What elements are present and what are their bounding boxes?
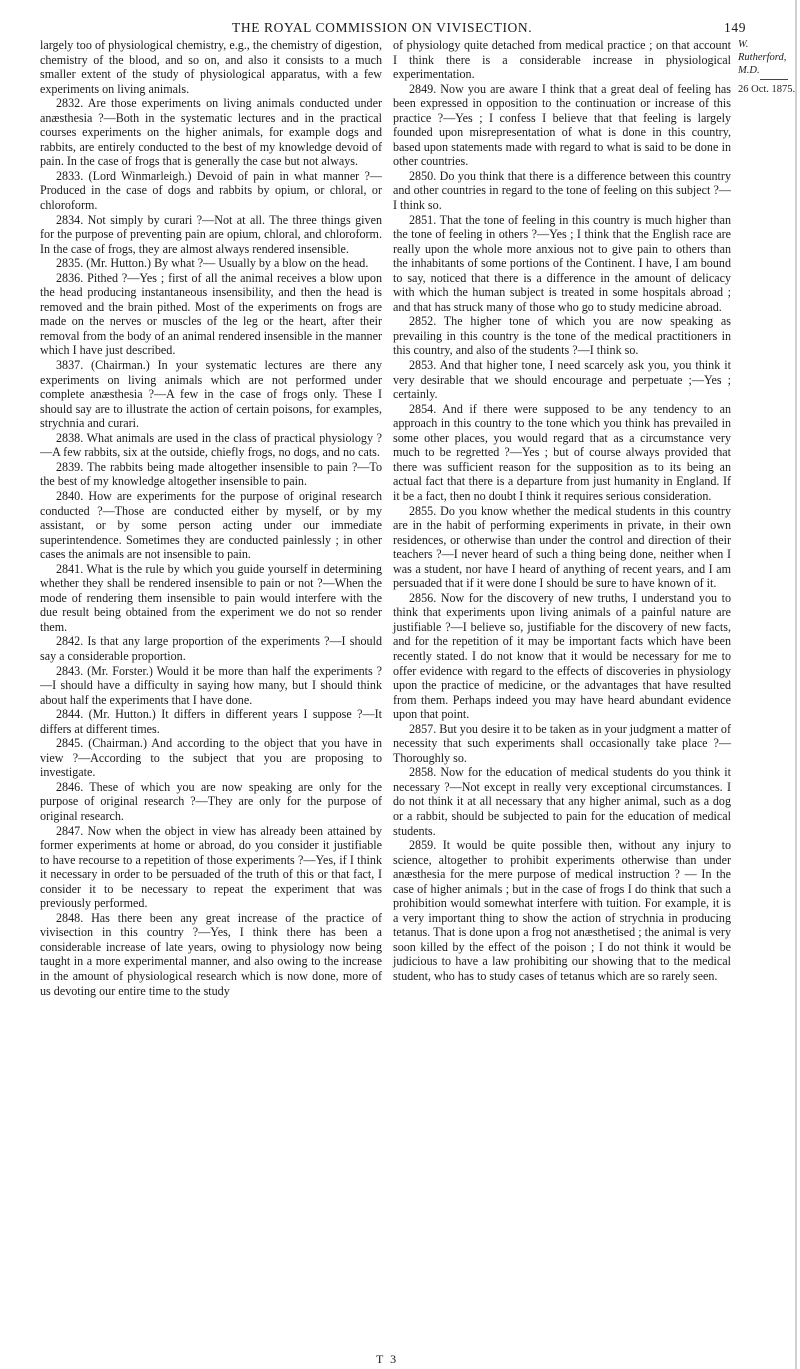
evidence-paragraph: 2859. It would be quite possible then, without any injury to science, altogether to prohibit experiments otherwise than under anæsthesia for the mere purpose of medical instruction ? — In the case of higher animals ; but in the case of frogs I do think that such a prohibition would somewhat interfere with tuition. For example, it is a very important thing to show the action of strychnia in producing tetanus. That is done upon a frog not anæsthetised ; the animal is very soon killed by the effect of the poison ; I do not think it would be judicious to have a law prohibiting our showing that to the medical student, who has to study cases of tetanus which are so rarely seen. <box>393 838 731 983</box>
page-number: 149 <box>724 20 747 35</box>
signature-mark: T 3 <box>376 1352 399 1366</box>
evidence-paragraph: 2841. What is the rule by which you guide yourself in determining whether they shall be rendered insensible to pain or not ?—When the mode of rendering them insensible to pain would interfere with the due result being obtained from the experiment we do not so render them. <box>40 561 382 634</box>
evidence-paragraph: 2857. But you desire it to be taken as in your judgment a matter of necessity that such experiments shall occasionally take place ?—Thoroughly so. <box>393 721 731 765</box>
evidence-paragraph: 2852. The higher tone of which you are now speaking as prevailing in this country is the tone of the medical practitioners in this country, and also of the students ?—I think so. <box>393 314 731 358</box>
evidence-paragraph: 2850. Do you think that there is a difference between this country and other countries in regard to the tone of feeling on this subject ?—I think so. <box>393 168 731 213</box>
evidence-paragraph: 2851. That the tone of feeling in this country is much higher than the tone of feeling in others ?—Yes ; I think that the English race are really upon the whole more anxious not to give pain to others than the inhabitants of some portions of the Continent. I have, I am bound to say, noticed that there is a difference in the amount of delicacy with which the human subject is treated in some hospitals abroad ; and that has struck many of those who go to study medicine abroad. <box>393 212 731 314</box>
evidence-paragraph: 2835. (Mr. Hutton.) By what ?— Usually by a blow on the head. <box>56 256 369 271</box>
left-column <box>40 38 382 998</box>
evidence-paragraph: 2839. The rabbits being made altogether insensible to pain ?—To the best of my knowledge altogether insensible to pain. <box>40 459 382 489</box>
evidence-paragraph: 2845. (Chairman.) And according to the object that you have in view ?—According to the subject that you are proposing to investigate. <box>40 736 382 780</box>
evidence-paragraph: 2858. Now for the education of medical students do you think it necessary ?—Not except in really very exceptional circumstances. I do not think it at all necessary that any higher animal, such as a dog or a rabbit, should be subjected to pain for the education of medical students. <box>393 765 731 838</box>
evidence-paragraph: 2840. How are experiments for the purpose of original research conducted ?—Those are conducted either by myself, or by my assistant, or by some person acting under our immediate superintendence. Sometimes they are conducted painlessly ; in other cases the animals are not insensible to pain. <box>40 488 382 562</box>
evidence-paragraph: 2842. Is that any large proportion of the experiments ?—I should say a considerable proportion. <box>40 634 382 663</box>
evidence-paragraph: 2844. (Mr. Hutton.) It differs in different years I suppose ?—It differs at different times. <box>40 707 382 736</box>
page-title: THE ROYAL COMMISSION ON VIVISECTION. <box>232 20 533 35</box>
evidence-paragraph: 2854. And if there were supposed to be any tendency to an approach in this country to the tone which you think has prevailed in some other places, you would regard that as a circumstance very much to be regretted ?—Yes ; but of course always provided that there was sufficient reason for the supposition as to its being an actual fact that there is a departure from just humanity in England. If it be a fact, then no doubt I think it requires serious consideration. <box>393 401 731 503</box>
evidence-paragraph: 2832. Are those experiments on living animals conducted under anæsthesia ?—Both in the systematic lectures and in the practical courses experiments on the higher animals, for example dogs and rabbits, are entirely conducted to the best of my knowledge devoid of pain. In the case of frogs that is generally the case but not always. <box>40 96 382 169</box>
evidence-paragraph: 2843. (Mr. Forster.) Would it be more than half the experiments ?—I should have a difficulty in saying how many, but I should think about half the experiments that I have done. <box>40 663 382 707</box>
evidence-paragraph: 2847. Now when the object in view has already been attained by former experiments at home or abroad, do you consider it justifiable to have recourse to a repetition of those experiments ?—Yes, if I think it necessary in order to be persuaded of the truth of this or that fact, I consider it to be necessary to repeat the experiment that was previously performed. <box>40 823 382 911</box>
evidence-paragraph: 2853. And that higher tone, I need scarcely ask you, you think it very desirable that we should encourage and perpetuate ;—Yes ; certainly. <box>393 358 731 402</box>
evidence-paragraph: 2838. What animals are used in the class of practical physiology ?—A few rabbits, six at the outside, chiefly frogs, no dogs, and no cats. <box>40 430 382 460</box>
evidence-paragraph: 2855. Do you know whether the medical students in this country are in the habit of performing experiments in private, in their own residences, or otherwise than under the control and direction of their teachers ?—I never heard of such a thing being done, neither when I was a student, nor have I heard of anything of recent years, and I am persuaded that if it were done I should be sure to have known of it. <box>393 503 731 591</box>
margin-rule <box>760 79 788 80</box>
evidence-paragraph: 3837. (Chairman.) In your systematic lectures are there any experiments on living animals which are not performed under complete anæsthesia ?—A few in the case of frogs only. These I should say are to illustrate the action of certain poisons, for examples, strychnia and curari. <box>40 358 382 431</box>
margin-note <box>738 38 798 96</box>
evidence-paragraph: 2849. Now you are aware I think that a great deal of feeling has been expressed in opposition to the continuation or increase of this practice ?—Yes ; I confess I believe that that feeling is largely founded upon misrepresentation of what is done in this country, based upon statements made with regard to what is said to be done in other countries. <box>393 81 731 169</box>
evidence-paragraph: largely too of physiological chemistry, e.g., the chemistry of digestion, chemistry of the blood, and so on, and also it consists to a much smaller extent of the study of physiological apparatus, with a few experiments on living animals. <box>40 38 382 96</box>
evidence-paragraph: 2856. Now for the discovery of new truths, I understand you to think that experiments upon living animals of a painful nature are justifiable ?—I believe so, justifiable for the discovery of new facts, and for the repetition of it may be important facts which have been recently stated. I do not know that it would be necessary for me to offer evidence with regard to the effects of discoveries in physiology upon the practice of medicine, or the advantages that have resulted from them. Perhaps indeed you may have heard abundant evidence upon that point. <box>393 590 731 722</box>
evidence-paragraph: 2848. Has there been any great increase of the practice of vivisection in this country ?—Yes, I think there has been a considerable increase of late years, owing to physiology now being taught in a more experimental manner, and also owing to the increase in the amount of physiological research which is now done, more of us devoting our entire time to the study <box>40 910 382 998</box>
evidence-paragraph: 2833. (Lord Winmarleigh.) Devoid of pain in what manner ?—Produced in the case of dogs and rabbits by opium, or chloral, or chloroform. <box>40 168 382 213</box>
right-column <box>393 38 731 984</box>
session-date: 26 Oct. 1875. <box>738 84 796 95</box>
page-edge <box>795 0 797 1369</box>
witness-name: W. Rutherford, M.D. <box>738 39 787 76</box>
evidence-paragraph: 2836. Pithed ?—Yes ; first of all the animal receives a blow upon the head producing instantaneous insensibility, and then the head is removed and the brain pithed. Most of the experiments on frogs are made on the nerves or muscles of the leg or the heart, after their removal from the body of an animal rendered insensible in the manner which I have just described. <box>40 270 382 358</box>
evidence-paragraph: 2834. Not simply by curari ?—Not at all. The three things given for the purpose of preventing pain are opium, chloral, and chloroform. In the case of frogs, they are almost always rendered insensible. <box>40 212 382 256</box>
evidence-paragraph: of physiology quite detached from medical practice ; on that account I think there is a considerable increase in physiological experimentation. <box>393 38 731 82</box>
evidence-paragraph: 2846. These of which you are now speaking are only for the purpose of original research ?—They are only for the purpose of original research. <box>40 779 382 823</box>
